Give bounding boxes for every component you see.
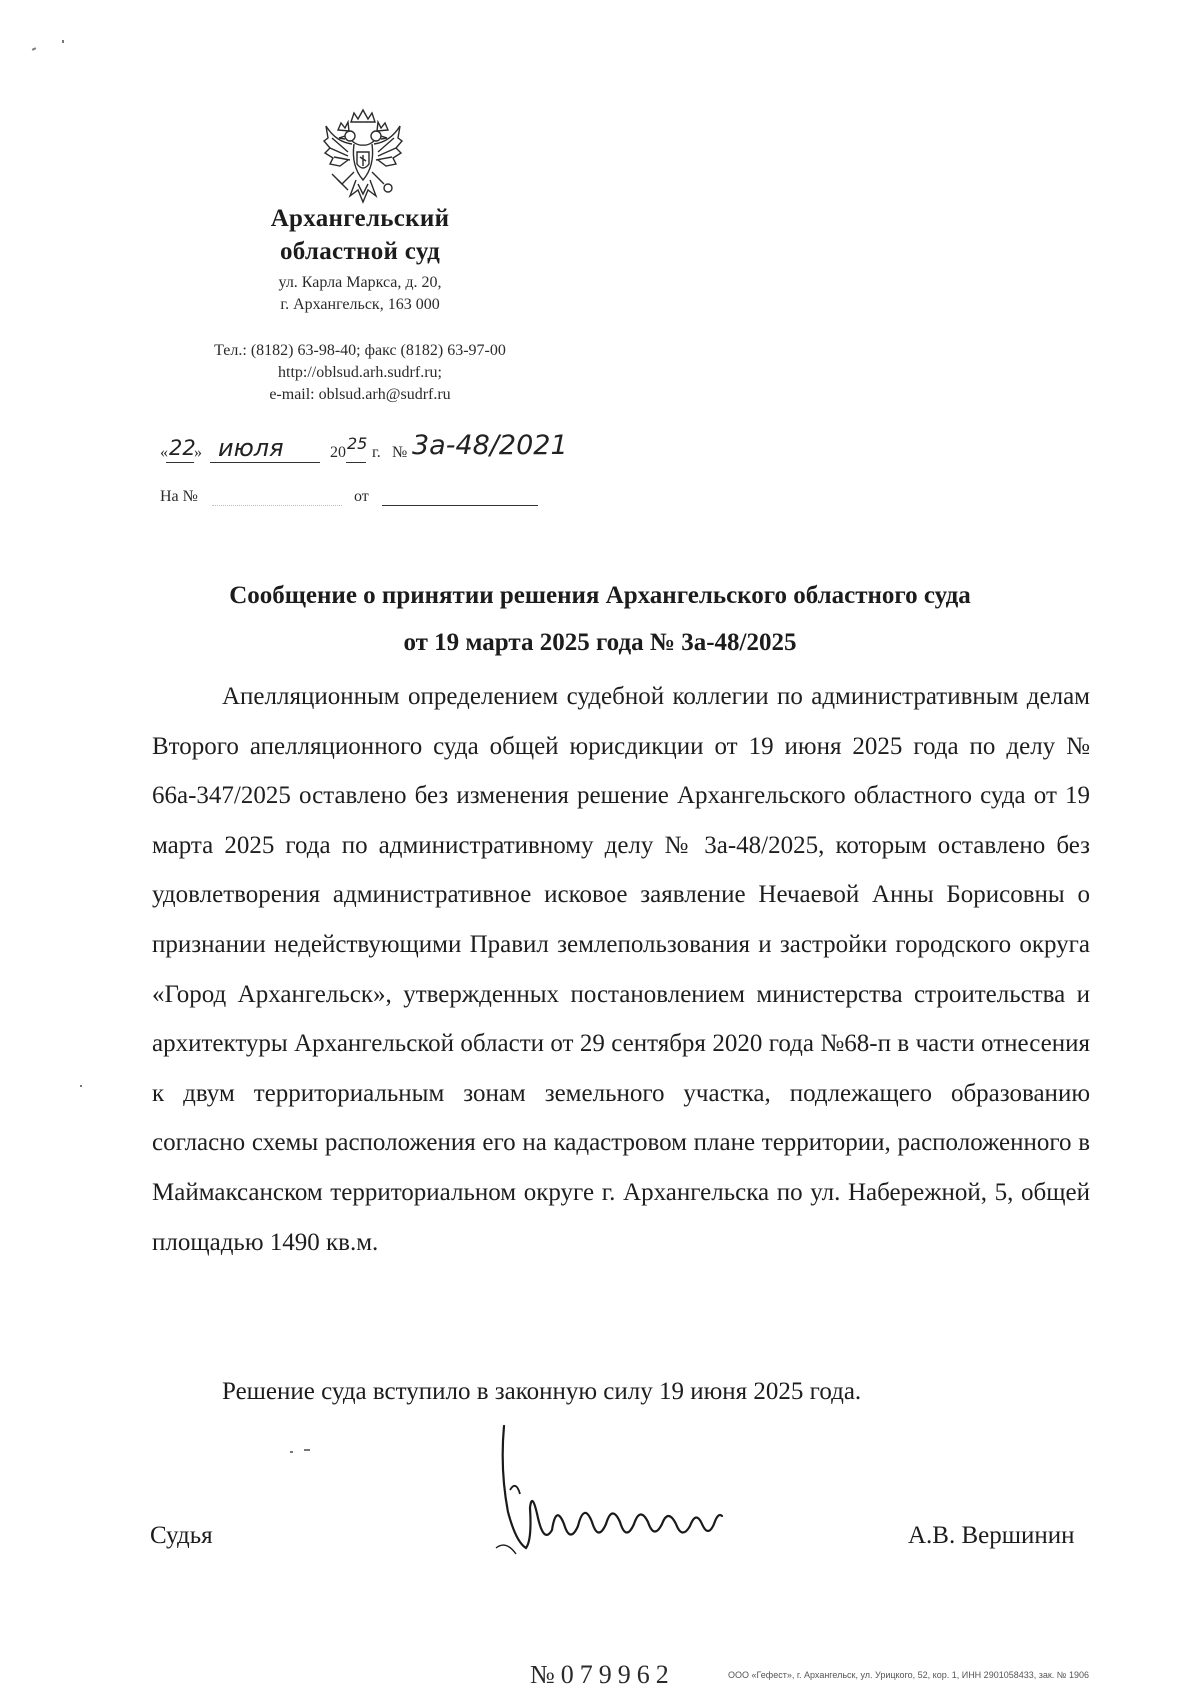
court-contacts [150, 340, 570, 406]
document-title [100, 576, 1100, 663]
scan-speck [62, 40, 64, 43]
court-address [200, 272, 520, 316]
number-label: № [392, 444, 408, 461]
body-paragraph-decision: Решение суда вступило в законную силу 19 июня 2025 года. [222, 1378, 862, 1405]
email-link[interactable]: e-mail: oblsud.arh@sudrf.ru [269, 386, 451, 403]
outgoing-number: 3а-48/2021 [412, 430, 568, 461]
outgoing-month: июля [218, 434, 284, 462]
judge-signature [486, 1420, 746, 1570]
scan-speck [80, 1085, 82, 1087]
scan-speck [304, 1449, 310, 1451]
court-name-line2: областной суд [279, 238, 441, 265]
address-street: ул. Карла Маркса, д. 20, [278, 274, 442, 291]
title-line2: от 19 марта 2025 года № 3а-48/2025 [403, 629, 797, 656]
document-body [152, 672, 1090, 1267]
website-link[interactable]: http://oblsud.arh.sudrf.ru; [278, 364, 442, 381]
body-paragraph-main: Апелляционным определением судебной коллегии по административным делам Второго апелляционного суда общей юрисдикции от 19 июня 2025 года по делу № 66а-347/2025 оставлено без изменения решение Архангельского областного суда от 19 марта 2025 года по административному делу № 3а-48/2025, которым оставлено без удовлетворения административное исковое заявление Нечаевой Анны Борисовны о признании недействующими Правил землепользования и застройки городского округа «Город Архангельск», утвержденных постановлением министерства строительства и архитектуры Архангельской области от 29 сентября 2020 года №68-п в части отнесения к двум территориальным зонам земельного участка, подлежащего образованию согласно схемы расположения его на кадастровом плане территории, расположенного в Маймаксанском территориальном округе г. Архангельска по ул. Набережной, 5, общей площадью 1490 кв.м. [152, 683, 1090, 1256]
judge-name: А.В. Вершинин [908, 1522, 1075, 1549]
reply-from-label: от [354, 488, 369, 505]
printer-imprint: ООО «Гефест», г. Архангельск, ул. Урицкого, 52, кор. 1, ИНН 2901058433, зак. № 1906 [728, 1670, 1089, 1680]
scan-speck [290, 1451, 293, 1453]
scan-speck [32, 47, 36, 51]
form-serial-number: №079962 [530, 1660, 675, 1689]
court-name-line1: Архангельский [270, 205, 450, 232]
year-suffix: 25 [347, 434, 368, 453]
year-prefix: 20 [330, 444, 346, 461]
title-line1: Сообщение о принятии решения Архангельского областного суда [229, 582, 971, 609]
judge-title: Судья [150, 1522, 213, 1549]
outgoing-date-number-line: « 22 » июля 20 25 г. № 3а-48/2021 [160, 430, 568, 462]
outgoing-day: 22 [169, 436, 196, 460]
reply-reference-line [160, 488, 560, 518]
coat-of-arms-emblem [318, 108, 408, 206]
reply-number-label: На № [160, 488, 198, 505]
court-name [200, 202, 520, 268]
phone-fax-line: Тел.: (8182) 63-98-40; факс (8182) 63-97-00 [214, 342, 506, 359]
year-label: г. [372, 444, 381, 461]
address-city: г. Архангельск, 163 000 [280, 296, 440, 313]
